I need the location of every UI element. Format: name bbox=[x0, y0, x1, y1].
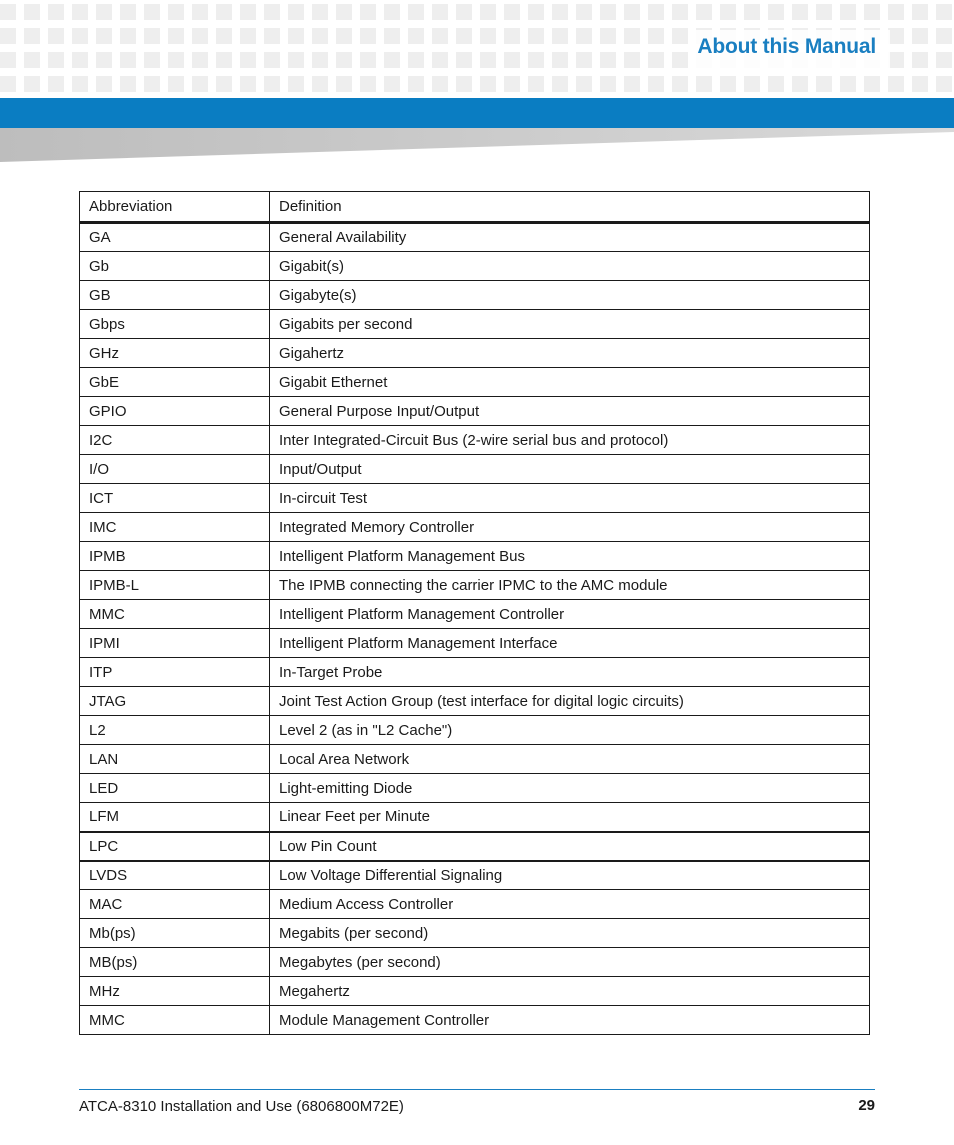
definition-cell: Joint Test Action Group (test interface for digital logic circuits) bbox=[270, 687, 870, 716]
table-header-row bbox=[80, 192, 870, 223]
definition-cell: Gigabyte(s) bbox=[270, 281, 870, 310]
definition-cell: Gigahertz bbox=[270, 339, 870, 368]
abbreviation-cell: MMC bbox=[80, 600, 270, 629]
page-title: About this Manual bbox=[697, 35, 876, 58]
abbreviation-cell: Mb(ps) bbox=[80, 919, 270, 948]
table-row bbox=[80, 716, 870, 745]
table-row bbox=[80, 948, 870, 977]
definition-cell: Megabytes (per second) bbox=[270, 948, 870, 977]
table-row bbox=[80, 1006, 870, 1035]
table-row bbox=[80, 223, 870, 252]
table-row bbox=[80, 484, 870, 513]
abbreviation-cell: LPC bbox=[80, 832, 270, 861]
definition-cell: Intelligent Platform Management Interface bbox=[270, 629, 870, 658]
definition-cell: Intelligent Platform Management Bus bbox=[270, 542, 870, 571]
table-row bbox=[80, 832, 870, 861]
table-row bbox=[80, 513, 870, 542]
definition-cell: Intelligent Platform Management Controller bbox=[270, 600, 870, 629]
table-row bbox=[80, 339, 870, 368]
table-row bbox=[80, 803, 870, 832]
abbreviation-cell: GB bbox=[80, 281, 270, 310]
table-row bbox=[80, 629, 870, 658]
abbreviation-cell: L2 bbox=[80, 716, 270, 745]
table-row bbox=[80, 861, 870, 890]
abbreviation-cell: I2C bbox=[80, 426, 270, 455]
column-header-abbreviation: Abbreviation bbox=[80, 192, 270, 223]
abbreviation-cell: ICT bbox=[80, 484, 270, 513]
definition-cell: Level 2 (as in "L2 Cache") bbox=[270, 716, 870, 745]
table-row bbox=[80, 774, 870, 803]
table-body bbox=[80, 223, 870, 1035]
definition-cell: Medium Access Controller bbox=[270, 890, 870, 919]
definition-cell: Local Area Network bbox=[270, 745, 870, 774]
definition-cell: Inter Integrated-Circuit Bus (2-wire serial bus and protocol) bbox=[270, 426, 870, 455]
definition-cell: Module Management Controller bbox=[270, 1006, 870, 1035]
definition-cell: Light-emitting Diode bbox=[270, 774, 870, 803]
definition-cell: Input/Output bbox=[270, 455, 870, 484]
table-row bbox=[80, 426, 870, 455]
table-row bbox=[80, 745, 870, 774]
abbreviation-cell: GbE bbox=[80, 368, 270, 397]
abbreviation-cell: LED bbox=[80, 774, 270, 803]
table-row bbox=[80, 977, 870, 1006]
abbreviation-cell: MAC bbox=[80, 890, 270, 919]
abbreviation-cell: MMC bbox=[80, 1006, 270, 1035]
table-row bbox=[80, 281, 870, 310]
abbreviation-cell: ITP bbox=[80, 658, 270, 687]
abbreviation-cell: GHz bbox=[80, 339, 270, 368]
abbreviation-cell: JTAG bbox=[80, 687, 270, 716]
abbreviation-cell: Gb bbox=[80, 252, 270, 281]
header-gray-wedge bbox=[0, 128, 954, 164]
definition-cell: In-Target Probe bbox=[270, 658, 870, 687]
abbreviation-cell: LVDS bbox=[80, 861, 270, 890]
table-row bbox=[80, 368, 870, 397]
abbreviation-cell: GPIO bbox=[80, 397, 270, 426]
page-number: 29 bbox=[858, 1097, 875, 1114]
table-row bbox=[80, 310, 870, 339]
definition-cell: General Purpose Input/Output bbox=[270, 397, 870, 426]
table-row bbox=[80, 455, 870, 484]
abbreviation-cell: IPMB-L bbox=[80, 571, 270, 600]
abbreviation-table bbox=[79, 191, 870, 1035]
table-row bbox=[80, 397, 870, 426]
column-header-definition: Definition bbox=[270, 192, 870, 223]
abbreviation-cell: LFM bbox=[80, 803, 270, 832]
table-row bbox=[80, 571, 870, 600]
definition-cell: Gigabit(s) bbox=[270, 252, 870, 281]
definition-cell: Low Voltage Differential Signaling bbox=[270, 861, 870, 890]
table-row bbox=[80, 890, 870, 919]
definition-cell: Linear Feet per Minute bbox=[270, 803, 870, 832]
footer-document-title: ATCA-8310 Installation and Use (6806800M72E) bbox=[79, 1098, 404, 1115]
abbreviation-cell: Gbps bbox=[80, 310, 270, 339]
abbreviation-table-container bbox=[79, 191, 870, 1035]
definition-cell: Gigabits per second bbox=[270, 310, 870, 339]
header-blue-band bbox=[0, 98, 954, 128]
definition-cell: Gigabit Ethernet bbox=[270, 368, 870, 397]
table-row bbox=[80, 252, 870, 281]
definition-cell: General Availability bbox=[270, 223, 870, 252]
definition-cell: Integrated Memory Controller bbox=[270, 513, 870, 542]
table-row bbox=[80, 687, 870, 716]
definition-cell: In-circuit Test bbox=[270, 484, 870, 513]
table-row bbox=[80, 658, 870, 687]
abbreviation-cell: LAN bbox=[80, 745, 270, 774]
abbreviation-cell: MB(ps) bbox=[80, 948, 270, 977]
abbreviation-cell: IPMI bbox=[80, 629, 270, 658]
definition-cell: Low Pin Count bbox=[270, 832, 870, 861]
abbreviation-cell: IPMB bbox=[80, 542, 270, 571]
table-row bbox=[80, 542, 870, 571]
abbreviation-cell: IMC bbox=[80, 513, 270, 542]
table-row bbox=[80, 600, 870, 629]
abbreviation-cell: I/O bbox=[80, 455, 270, 484]
abbreviation-cell: MHz bbox=[80, 977, 270, 1006]
definition-cell: The IPMB connecting the carrier IPMC to the AMC module bbox=[270, 571, 870, 600]
table-row bbox=[80, 919, 870, 948]
definition-cell: Megabits (per second) bbox=[270, 919, 870, 948]
abbreviation-cell: GA bbox=[80, 223, 270, 252]
definition-cell: Megahertz bbox=[270, 977, 870, 1006]
footer-rule bbox=[79, 1089, 875, 1090]
